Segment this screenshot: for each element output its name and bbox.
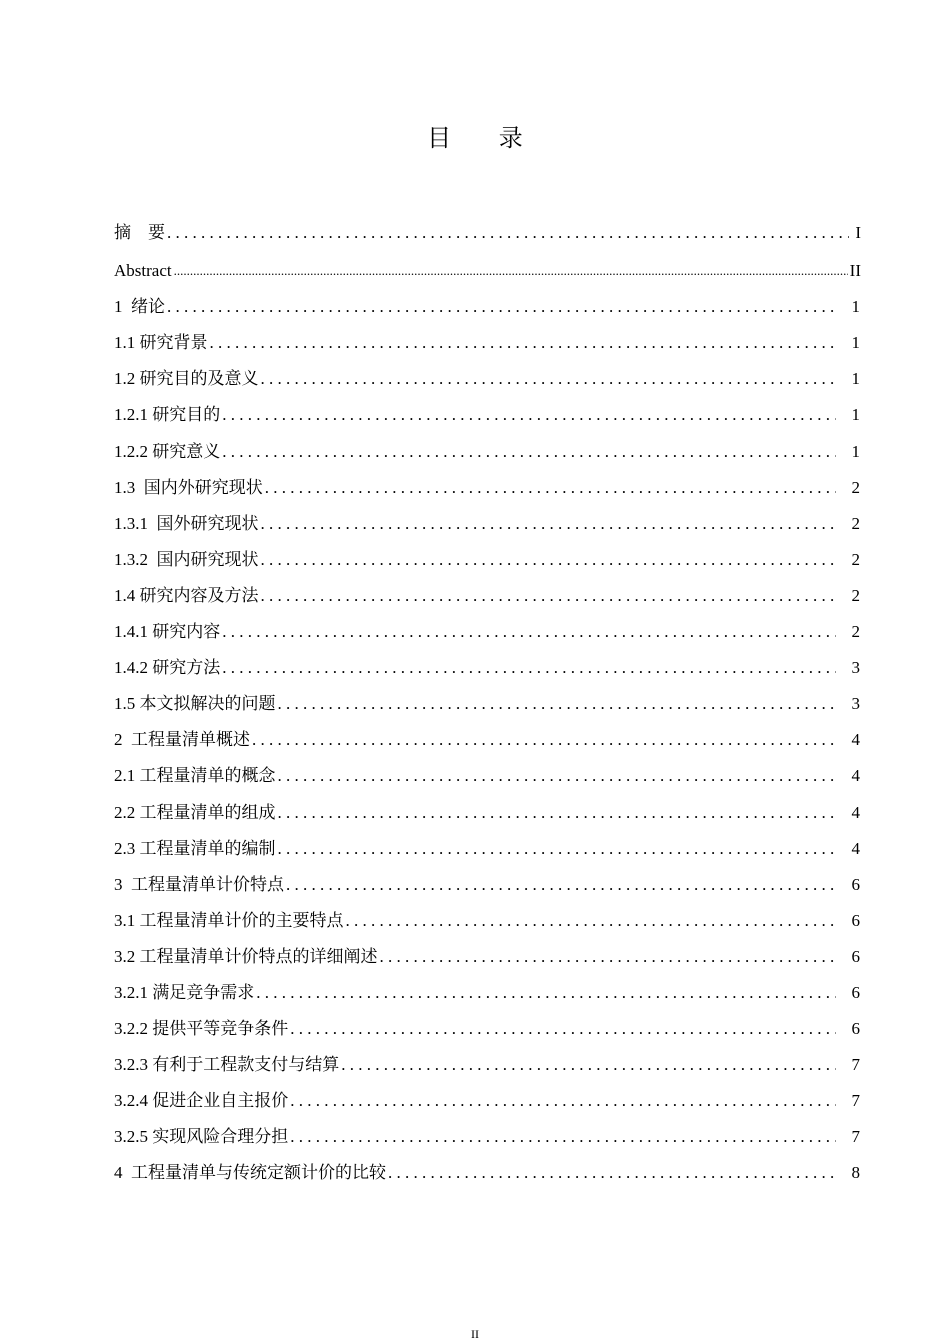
- toc-leader-dots: [346, 911, 837, 931]
- toc-leader-dots: [167, 297, 836, 317]
- toc-entry-label: 3.1 工程量清单计价的主要特点: [114, 910, 344, 930]
- toc-entry-label: 1.2.1 研究目的: [114, 405, 221, 425]
- toc-entry-label: 3.2.5 实现风险合理分担: [114, 1127, 289, 1147]
- toc-entry[interactable]: [114, 1147, 861, 1183]
- toc-entry[interactable]: [114, 243, 861, 281]
- toc-entry-label: 摘 要: [114, 223, 165, 243]
- toc-leader-dots: [290, 1091, 836, 1111]
- toc-entry-label: 3.2.2 提供平等竞争条件: [114, 1019, 289, 1039]
- toc-leader-dots: [222, 622, 836, 642]
- toc-entry-page: 2: [851, 513, 860, 533]
- toc-entry[interactable]: [114, 750, 861, 786]
- toc-leader-dots: [380, 947, 837, 967]
- toc-entry-label: Abstract: [114, 261, 172, 281]
- toc-entry-page: 1: [851, 441, 860, 461]
- toc-entry-label: 2 工程量清单概述: [114, 730, 250, 750]
- toc-entry[interactable]: [114, 317, 861, 353]
- toc-entry-page: 7: [851, 1127, 860, 1147]
- toc-entry-label: 1 绪论: [114, 297, 165, 317]
- toc-entry[interactable]: [114, 389, 861, 425]
- toc-leader-dots: [256, 983, 836, 1003]
- toc-entry-page: 1: [851, 405, 860, 425]
- toc-entry-page: 4: [851, 730, 860, 750]
- toc-entry-page: 2: [851, 585, 860, 605]
- toc-leader-dots: [222, 658, 836, 678]
- toc-leader-dots: [278, 839, 837, 859]
- toc-entry[interactable]: [114, 462, 861, 498]
- toc-leader-dots: [167, 223, 849, 243]
- toc-entry-page: 6: [851, 874, 860, 894]
- toc-entry[interactable]: [114, 606, 861, 642]
- toc-entry-page: II: [849, 261, 861, 281]
- toc-entry[interactable]: [114, 570, 861, 606]
- toc-entry[interactable]: [114, 967, 861, 1003]
- toc-entry-label: 1.3 国内外研究现状: [114, 477, 263, 497]
- toc-entry-label: 1.2 研究目的及意义: [114, 369, 259, 389]
- toc-entry-page: 6: [851, 1019, 860, 1039]
- page-number: II: [471, 1327, 479, 1341]
- toc-leader-dots: [222, 442, 836, 462]
- toc-entry-page: 4: [851, 766, 860, 786]
- toc-entry-page: 1: [851, 333, 860, 353]
- toc-list: [114, 207, 861, 1183]
- toc-entry[interactable]: [114, 353, 861, 389]
- toc-entry-label: 1.3.2 国内研究现状: [114, 549, 259, 569]
- toc-entry-label: 1.4.2 研究方法: [114, 658, 221, 678]
- toc-entry-page: 3: [851, 658, 860, 678]
- toc-entry-page: 2: [851, 622, 860, 642]
- toc-entry-page: 2: [851, 549, 860, 569]
- toc-entry-page: 8: [851, 1163, 860, 1183]
- toc-leader-dots: [210, 333, 837, 353]
- toc-entry-label: 3.2.3 有利于工程款支付与结算: [114, 1055, 340, 1075]
- toc-leader-dots: [174, 260, 848, 281]
- toc-entry[interactable]: [114, 678, 861, 714]
- toc-entry-page: 6: [851, 946, 860, 966]
- toc-entry[interactable]: [114, 786, 861, 822]
- toc-entry-label: 4 工程量清单与传统定额计价的比较: [114, 1163, 386, 1183]
- toc-entry-page: 2: [851, 477, 860, 497]
- toc-entry-label: 3 工程量清单计价特点: [114, 874, 284, 894]
- toc-entry[interactable]: [114, 498, 861, 534]
- toc-entry-label: 1.3.1 国外研究现状: [114, 513, 259, 533]
- toc-entry[interactable]: [114, 642, 861, 678]
- toc-entry[interactable]: [114, 859, 861, 895]
- toc-leader-dots: [278, 694, 837, 714]
- toc-entry[interactable]: [114, 1039, 861, 1075]
- toc-leader-dots: [261, 550, 837, 570]
- toc-entry-page: 1: [851, 297, 860, 317]
- toc-leader-dots: [252, 730, 836, 750]
- toc-entry-label: 1.2.2 研究意义: [114, 441, 221, 461]
- toc-entry[interactable]: [114, 823, 861, 859]
- toc-entry[interactable]: [114, 931, 861, 967]
- toc-entry-label: 2.2 工程量清单的组成: [114, 802, 276, 822]
- toc-leader-dots: [261, 514, 837, 534]
- toc-entry[interactable]: [114, 714, 861, 750]
- toc-entry[interactable]: [114, 1075, 861, 1111]
- toc-entry-label: 1.4.1 研究内容: [114, 622, 221, 642]
- toc-entry-label: 2.3 工程量清单的编制: [114, 838, 276, 858]
- toc-entry[interactable]: [114, 207, 861, 243]
- toc-entry-page: 7: [851, 1091, 860, 1111]
- toc-entry-label: 3.2.1 满足竞争需求: [114, 982, 255, 1002]
- toc-leader-dots: [278, 766, 837, 786]
- toc-leader-dots: [286, 875, 836, 895]
- toc-leader-dots: [278, 803, 837, 823]
- toc-entry[interactable]: [114, 281, 861, 317]
- toc-entry-page: 3: [851, 694, 860, 714]
- toc-entry-label: 2.1 工程量清单的概念: [114, 766, 276, 786]
- toc-leader-dots: [388, 1163, 836, 1183]
- toc-leader-dots: [265, 478, 836, 498]
- toc-entry-page: 7: [851, 1055, 860, 1075]
- toc-entry-page: 1: [851, 369, 860, 389]
- toc-entry-page: 4: [851, 802, 860, 822]
- toc-entry-page: I: [855, 223, 861, 243]
- toc-leader-dots: [290, 1019, 836, 1039]
- toc-entry[interactable]: [114, 1003, 861, 1039]
- toc-entry-label: 3.2 工程量清单计价特点的详细阐述: [114, 946, 378, 966]
- toc-title: 目 录: [427, 124, 543, 152]
- toc-entry-page: 6: [851, 910, 860, 930]
- toc-entry-label: 1.1 研究背景: [114, 333, 208, 353]
- toc-leader-dots: [222, 405, 836, 425]
- toc-entry-label: 1.5 本文拟解决的问题: [114, 694, 276, 714]
- toc-entry-label: 1.4 研究内容及方法: [114, 585, 259, 605]
- toc-entry-page: 6: [851, 982, 860, 1002]
- toc-entry[interactable]: [114, 895, 861, 931]
- toc-entry-label: 3.2.4 促进企业自主报价: [114, 1091, 289, 1111]
- toc-leader-dots: [261, 586, 837, 606]
- toc-entry[interactable]: [114, 534, 861, 570]
- toc-entry[interactable]: [114, 425, 861, 461]
- toc-entry[interactable]: [114, 1111, 861, 1147]
- toc-leader-dots: [261, 369, 837, 389]
- toc-leader-dots: [341, 1055, 836, 1075]
- toc-entry-page: 4: [851, 838, 860, 858]
- toc-leader-dots: [290, 1127, 836, 1147]
